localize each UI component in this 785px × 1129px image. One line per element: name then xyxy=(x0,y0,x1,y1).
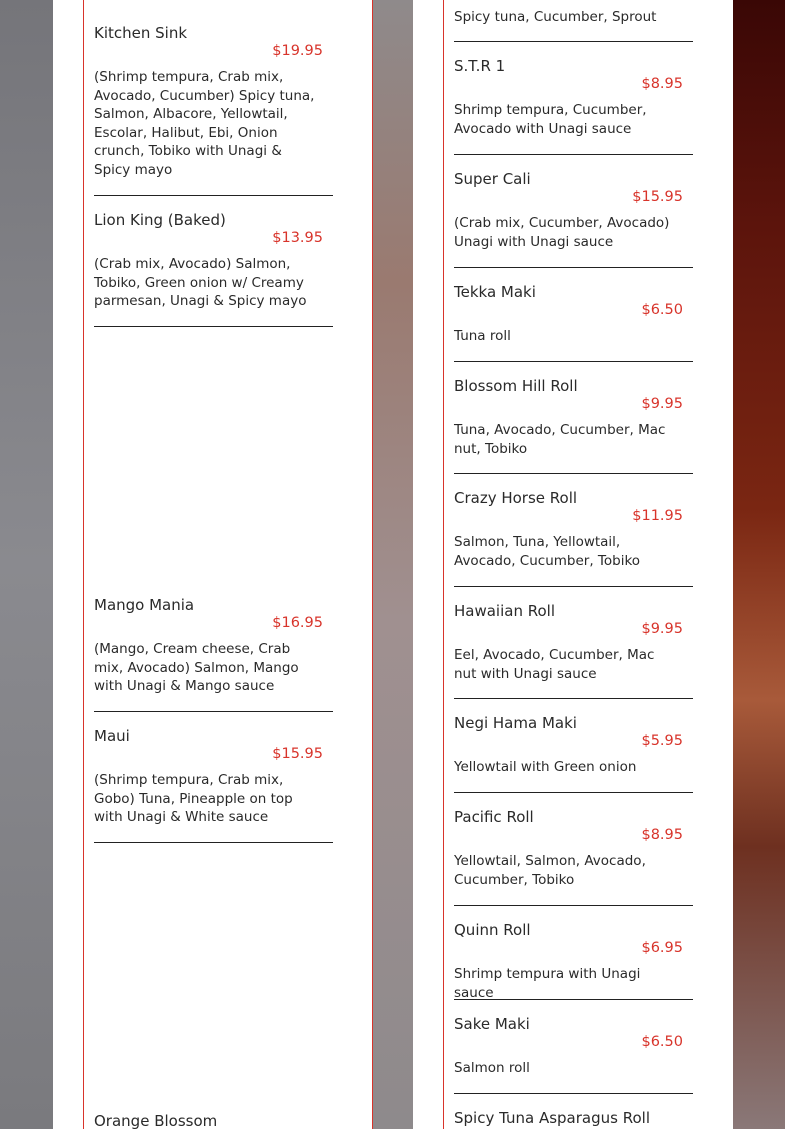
item-price: $19.95 xyxy=(272,43,323,59)
menu-item-orange-blossom[interactable] xyxy=(94,1112,333,1129)
item-name: Orange Blossom xyxy=(94,1112,218,1129)
item-name: Spicy Tuna Asparagus Roll xyxy=(454,1109,650,1127)
item-description: Spicy tuna, Cucumber, Sprout xyxy=(454,9,657,25)
menu-item-super-cali[interactable] xyxy=(454,170,693,268)
item-description: (Crab mix, Avocado) Salmon, Tobiko, Green onion w/ Creamy parmesan, Unagi & Spicy mayo xyxy=(94,256,307,310)
item-description: Yellowtail, Salmon, Avocado, Cucumber, Tobiko xyxy=(454,853,646,888)
menu-item-tekka-maki[interactable] xyxy=(454,283,693,362)
menu-item-sake-maki[interactable] xyxy=(454,1015,693,1094)
item-price: $15.95 xyxy=(632,189,683,205)
item-description: Shrimp tempura with Unagi sauce xyxy=(454,966,641,1001)
menu-item-negi-hama-maki[interactable] xyxy=(454,714,693,793)
item-name: Lion King (Baked) xyxy=(94,211,226,229)
background-right xyxy=(733,0,785,1129)
menu-panel-right xyxy=(413,0,733,1129)
item-name: Hawaiian Roll xyxy=(454,602,555,620)
menu-column-left xyxy=(83,0,373,1129)
item-description: (Mango, Cream cheese, Crab mix, Avocado) Salmon, Mango with Unagi & Mango sauce xyxy=(94,641,299,695)
menu-item-lion-king[interactable] xyxy=(94,211,333,327)
item-name: Quinn Roll xyxy=(454,921,531,939)
item-price: $8.95 xyxy=(641,76,683,92)
menu-item-maui[interactable] xyxy=(94,727,333,843)
menu-item-partial-top[interactable] xyxy=(454,0,693,42)
item-description: (Crab mix, Cucumber, Avocado) Unagi with Unagi sauce xyxy=(454,215,670,250)
item-name: Negi Hama Maki xyxy=(454,714,577,732)
item-name: Super Cali xyxy=(454,170,531,188)
menu-column-right xyxy=(443,0,733,1129)
menu-item-blossom-hill-roll[interactable] xyxy=(454,377,693,474)
item-price: $9.95 xyxy=(641,621,683,637)
item-name: Pacific Roll xyxy=(454,808,534,826)
menu-item-str-1[interactable] xyxy=(454,57,693,155)
item-name: Maui xyxy=(94,727,130,745)
item-price: $11.95 xyxy=(632,508,683,524)
menu-item-crazy-horse-roll[interactable] xyxy=(454,489,693,587)
background-middle xyxy=(373,0,413,1129)
menu-item-kitchen-sink[interactable] xyxy=(94,24,333,196)
item-name: S.T.R 1 xyxy=(454,57,506,75)
item-description: (Shrimp tempura, Crab mix, Gobo) Tuna, Pineapple on top with Unagi & White sauce xyxy=(94,772,293,826)
item-name: Crazy Horse Roll xyxy=(454,489,578,507)
item-description: Tuna, Avocado, Cucumber, Mac nut, Tobiko xyxy=(454,422,666,457)
item-description: (Shrimp tempura, Crab mix, Avocado, Cucumber) Spicy tuna, Salmon, Albacore, Yellowtail, Escolar, Halibut, Ebi, Onion crunch, Tobiko with Unagi & Spicy mayo xyxy=(94,69,315,178)
item-price: $15.95 xyxy=(272,746,323,762)
menu-item-mango-mania[interactable] xyxy=(94,596,333,712)
item-price: $8.95 xyxy=(641,827,683,843)
menu-item-quinn-roll[interactable] xyxy=(454,921,693,1000)
item-description: Salmon roll xyxy=(454,1060,530,1076)
item-description: Shrimp tempura, Cucumber, Avocado with Unagi sauce xyxy=(454,102,647,137)
item-name: Kitchen Sink xyxy=(94,24,188,42)
item-price: $16.95 xyxy=(272,615,323,631)
item-price: $6.95 xyxy=(641,940,683,956)
item-price: $9.95 xyxy=(641,396,683,412)
item-price: $6.50 xyxy=(641,1034,683,1050)
item-price: $13.95 xyxy=(272,230,323,246)
menu-item-hawaiian-roll[interactable] xyxy=(454,602,693,699)
item-price: $6.50 xyxy=(641,302,683,318)
item-description: Tuna roll xyxy=(454,328,511,344)
item-name: Mango Mania xyxy=(94,596,195,614)
item-description: Yellowtail with Green onion xyxy=(454,759,637,775)
menu-item-spicy-tuna-asparagus-roll[interactable] xyxy=(454,1109,693,1129)
menu-panel-left xyxy=(53,0,373,1129)
item-name: Tekka Maki xyxy=(454,283,536,301)
item-name: Blossom Hill Roll xyxy=(454,377,578,395)
item-price: $5.95 xyxy=(641,733,683,749)
item-description: Eel, Avocado, Cucumber, Mac nut with Unagi sauce xyxy=(454,647,655,682)
menu-item-pacific-roll[interactable] xyxy=(454,808,693,906)
background-left xyxy=(0,0,53,1129)
item-name: Sake Maki xyxy=(454,1015,530,1033)
item-description: Salmon, Tuna, Yellowtail, Avocado, Cucumber, Tobiko xyxy=(454,534,641,569)
